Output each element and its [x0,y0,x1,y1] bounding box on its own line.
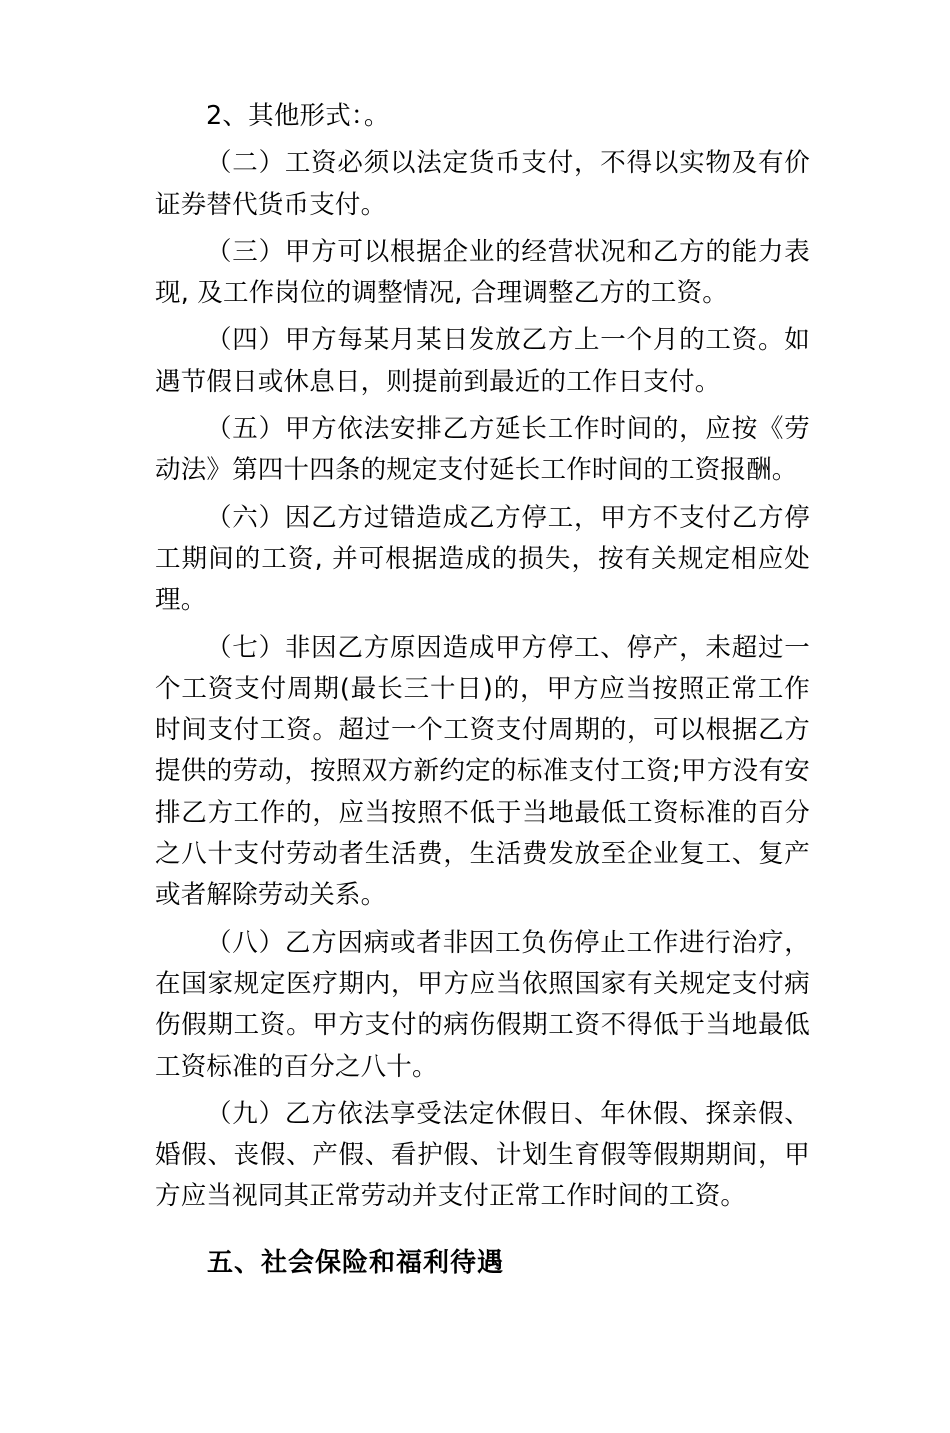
paragraph-item: （六）因乙方过错造成乙方停工，甲方不支付乙方停工期间的工资, 并可根据造成的损失，按有关规定相应处理。 [155,502,810,616]
page-bottom-margin [155,1283,810,1433]
paragraph-item: （五）甲方依法安排乙方延长工作时间的，应按《劳动法》第四十四条的规定支付延长工作时间的工资报酬。 [155,414,810,486]
paragraph-item: （三）甲方可以根据企业的经营状况和乙方的能力表现, 及工作岗位的调整情况, 合理调整乙方的工资。 [155,236,810,309]
paragraph-item: 2、其他形式：。 [206,101,390,131]
paragraph-item: （九）乙方依法享受法定休假日、年休假、探亲假、婚假、丧假、产假、看护假、计划生育假等假期期间，甲方应当视同其正常劳动并支付正常工作时间的工资。 [155,1098,810,1212]
paragraph-item: （二）工资必须以法定货币支付，不得以实物及有价证券替代货币支付。 [155,148,810,220]
paragraph-item: （七）非因乙方原因造成甲方停工、停产，未超过一个工资支付周期(最长三十日)的，甲方应当按照正常工作时间支付工资。超过一个工资支付周期的，可以根据乙方提供的劳动，按照双方新约定的标准支付工资;甲方没有安排乙方工作的，应当按照不低于当地最低工资标准的百分之八十支付劳动者生活费，生活费发放至企业复工、复产或者解除劳动关系。 [155,632,810,911]
document-body [155,96,810,1283]
section-heading: 五、社会保险和福利待遇 [207,1247,505,1278]
paragraph-item: （四）甲方每某月某日发放乙方上一个月的工资。如遇节假日或休息日，则提前到最近的工作日支付。 [155,325,810,397]
paragraph-item: （八）乙方因病或者非因工负伤停止工作进行治疗，在国家规定医疗期内，甲方应当依照国家有关规定支付病伤假期工资。甲方支付的病伤假期工资不得低于当地最低工资标准的百分之八十。 [155,927,810,1082]
